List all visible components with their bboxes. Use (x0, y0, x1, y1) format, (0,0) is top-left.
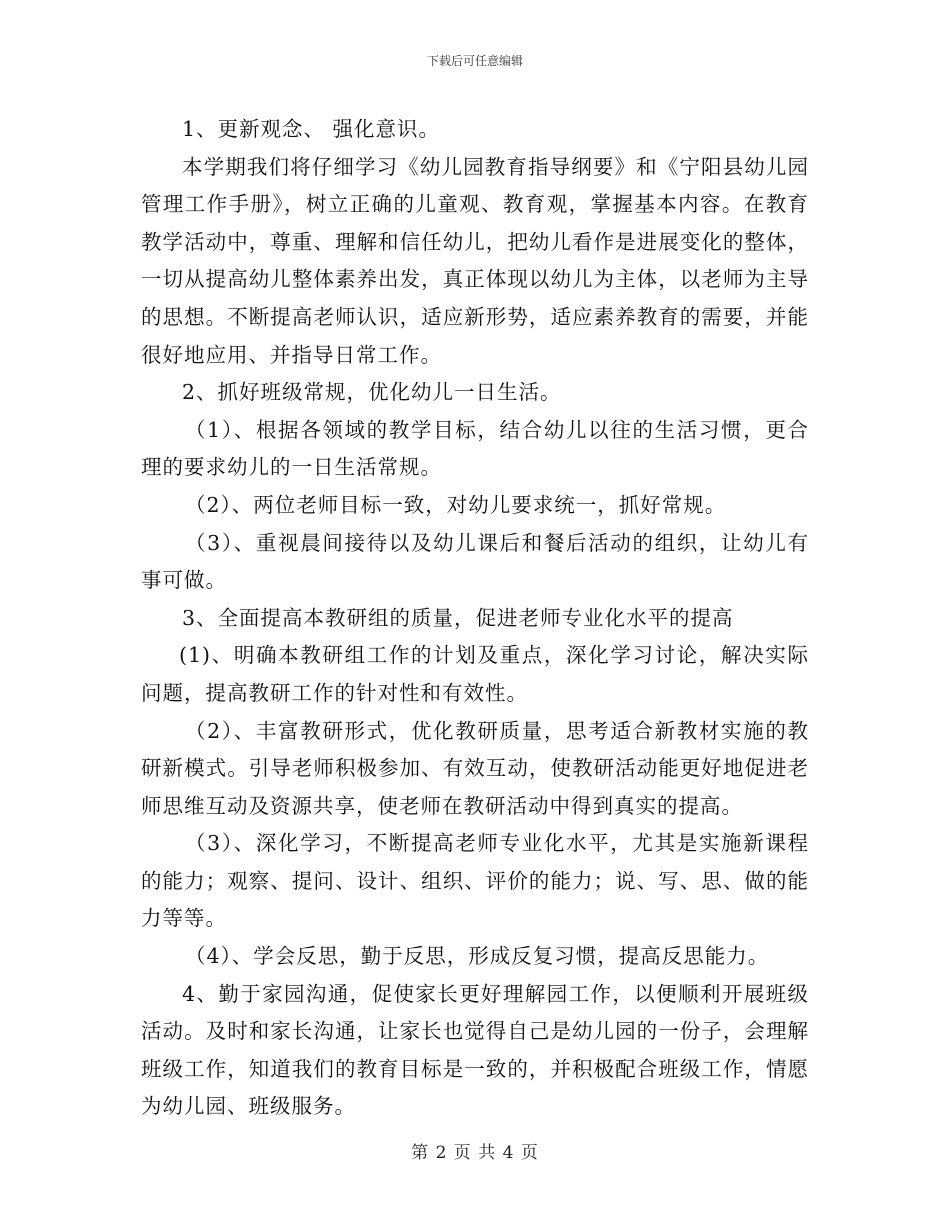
body-paragraph: 本学期我们将仔细学习《幼儿园教育指导纲要》和《宁阳县幼儿园管理工作手册》，树立正确的儿童观、教育观，掌握基本内容。在教育教学活动中，尊重、理解和信任幼儿，把幼儿看作是进展变化的整体，一切从提高幼儿整体素养出发，真正体现以幼儿为主体，以老师为主导的思想。不断提高老师认识，适应新形势，适应素养教育的需要，并能很好地应用、并指导日常工作。 (141, 154, 809, 367)
document-body (141, 111, 809, 1126)
list-item-paragraph: （2）、两位老师目标一致，对幼儿要求统一，抓好常规。 (185, 492, 727, 517)
list-item-paragraph: （2）、丰富教研形式，优化教研质量，思考适合新教材实施的教研新模式。引导老师积极参加、有效互动，使教研活动能更好地促进老师思维互动及资源共享，使老师在教研活动中得到真实的提高。 (141, 718, 809, 818)
list-item-paragraph: （1）、根据各领域的教学目标，结合幼儿以往的生活习惯，更合理的要求幼儿的一日生活常规。 (141, 417, 809, 480)
list-item-paragraph: （4）、学会反思，勤于反思，形成反复习惯，提高反思能力。 (185, 944, 770, 969)
section-heading-1: 1、更新观念、 强化意识。 (182, 117, 441, 141)
section-heading-2: 2、抓好班级常规，优化幼儿一日生活。 (182, 380, 562, 405)
page-footer: 第 2 页 共 4 页 (411, 1143, 539, 1163)
list-item-paragraph: （3）、深化学习，不断提高老师专业化水平，尤其是实施新课程的能力；观察、提问、设计、组织、评价的能力；说、写、思、做的能力等等。 (141, 831, 809, 931)
section-heading-4: 4、勤于家园沟通，促使家长更好理解园工作，以便顺利开展班级活动。及时和家长沟通，让家长也觉得自己是幼儿园的一份子，会理解班级工作，知道我们的教育目标是一致的，并积极配合班级工作，情愿为幼儿园、班级服务。 (141, 981, 809, 1119)
list-item-paragraph: （3）、重视晨间接待以及幼儿课后和餐后活动的组织，让幼儿有事可做。 (141, 530, 809, 593)
list-item-paragraph: (1)、明确本教研组工作的计划及重点，深化学习讨论，解决实际问题，提高教研工作的针对性和有效性。 (141, 643, 809, 705)
section-heading-3: 3、全面提高本教研组的质量，促进老师专业化水平的提高 (182, 605, 734, 630)
page-header: 下载后可任意编辑 (426, 54, 523, 68)
